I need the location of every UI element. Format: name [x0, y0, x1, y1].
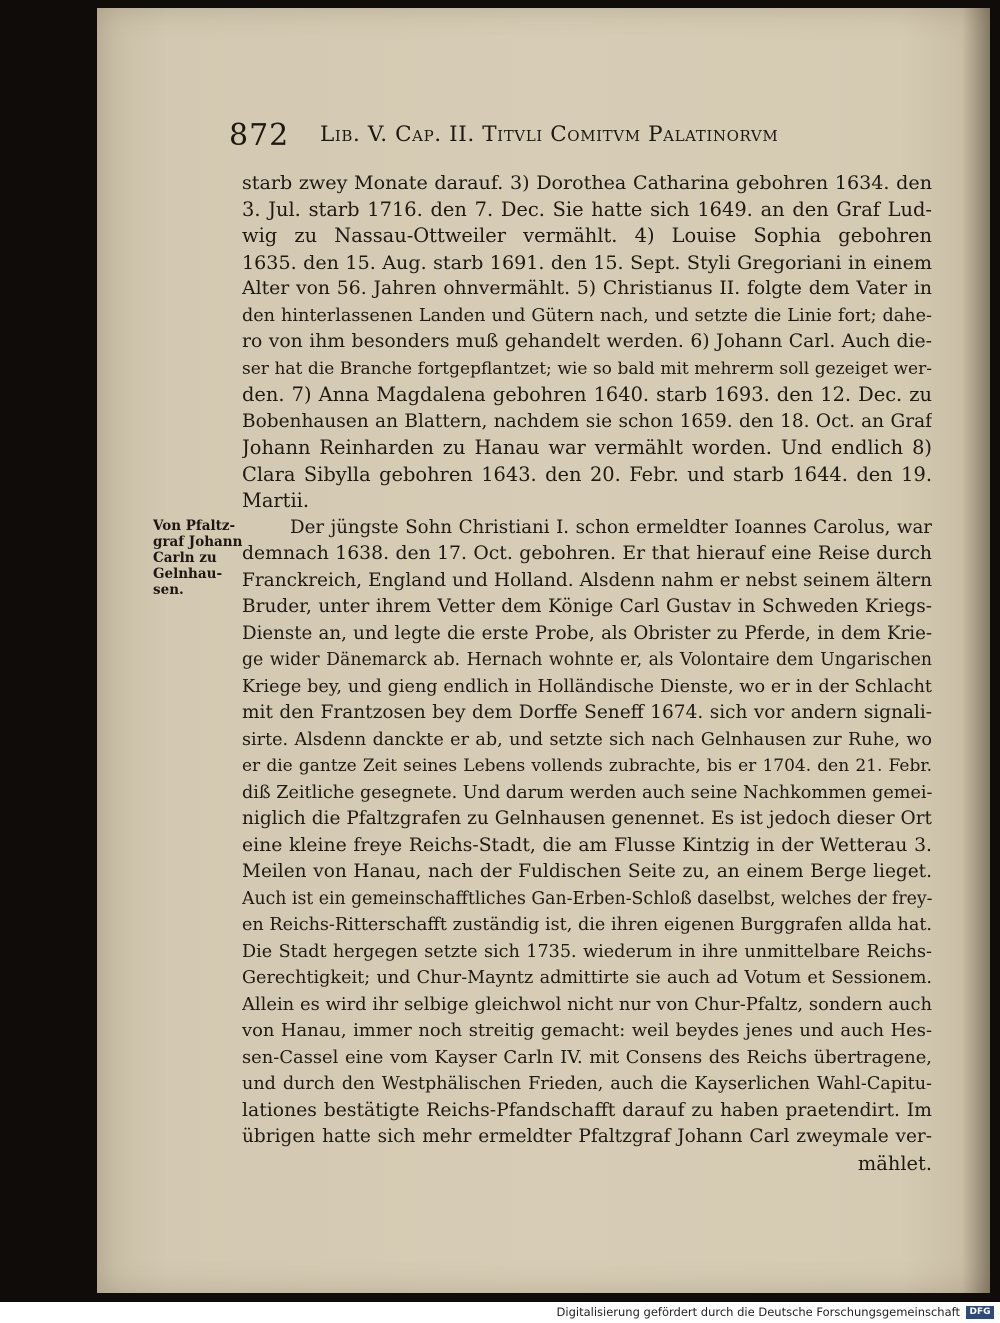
text-line: Dienste an, und legte die erste Probe, als Obrister zu Pferde, in dem Krie- — [242, 622, 932, 644]
margin-note-line: sen. — [153, 582, 184, 598]
text-line: von Hanau, immer noch streitig gemacht: weil beydes jenes und auch Hes- — [242, 1020, 932, 1041]
running-head-title: Lib. V. Cap. II. Titvli Comitvm Palatinorvm — [320, 122, 779, 147]
text-line: Allein es wird ihr selbige gleichwol nicht nur von Chur-Pfaltz, sondern auch — [242, 993, 932, 1015]
text-line: mählet. — [857, 1151, 932, 1175]
text-line: Gerechtigkeit; und Chur-Mayntz admittirte sie auch ad Votum et Sessionem. — [242, 968, 932, 988]
margin-note-line: Carln zu — [153, 550, 217, 566]
text-line: er die gantze Zeit seines Lebens vollends zubrachte, bis er 1704. den 21. Febr. — [242, 756, 932, 776]
text-line: Martii. — [242, 489, 310, 512]
text-line: ro von ihm besonders muß gehandelt werden. 6) Johann Carl. Auch die- — [242, 331, 932, 352]
text-line: Meilen von Hanau, nach der Fuldischen Seite zu, an einem Berge lieget. — [242, 861, 932, 882]
running-head — [229, 118, 929, 158]
text-line: niglich die Pfaltzgrafen zu Gelnhausen genennet. Es ist jedoch dieser Ort — [242, 808, 932, 829]
text-line: Bruder, unter ihrem Vetter dem Könige Carl Gustav in Schweden Kriegs- — [242, 596, 932, 617]
dfg-logo-icon: DFG — [966, 1306, 994, 1319]
text-line: ge wider Dänemarck ab. Hernach wohnte er, als Volontaire dem Ungarischen — [242, 650, 932, 670]
text-line: sirte. Alsdenn danckte er ab, und setzte sich nach Gelnhausen zur Ruhe, wo — [242, 729, 932, 750]
text-line: lationes bestätigte Reichs-Pfandschafft darauf zu haben praetendirt. Im — [242, 1099, 932, 1121]
text-line: und durch den Westphälischen Frieden, auch die Kayserlichen Wahl-Capitu- — [242, 1074, 932, 1094]
text-line: den hinterlassenen Landen und Gütern nach, und setzte die Linie fort; dahe- — [242, 305, 932, 326]
body-text — [242, 170, 932, 1177]
text-line: Auch ist ein gemeinschafftliches Gan-Erben-Schloß daselbst, welches der frey- — [242, 888, 932, 909]
page-number: 872 — [229, 118, 290, 153]
text-line: Die Stadt hergegen setzte sich 1735. wiederum in ihre unmittelbare Reichs- — [242, 941, 932, 962]
text-line: demnach 1638. den 17. Oct. gebohren. Er that hierauf eine Reise durch — [242, 543, 932, 564]
text-line: eine kleine freye Reichs-Stadt, die am Flusse Kintzig in der Wetterau 3. — [242, 834, 932, 856]
text-line: mit den Frantzosen bey dem Dorffe Seneff 1674. sich vor andern signali- — [242, 702, 932, 723]
text-line: Alter von 56. Jahren ohnvermählt. 5) Christianus II. folgte dem Vater in — [242, 278, 932, 299]
text-line: wig zu Nassau-Ottweiler vermählt. 4) Louise Sophia gebohren — [242, 224, 932, 247]
text-line: ser hat die Branche fortgepflantzet; wie so bald mit mehrerm soll gezeiget wer- — [242, 358, 932, 379]
page-gutter-shadow — [962, 8, 990, 1293]
text-line: en Reichs-Ritterschafft zuständig ist, die ihren eigenen Burggrafen allda hat. — [242, 915, 932, 935]
margin-note-line: Gelnhau- — [153, 566, 223, 582]
text-line: Franckreich, England und Holland. Alsdenn nahm er nebst seinem ältern — [242, 569, 932, 591]
text-line: übrigen hatte sich mehr ermeldter Pfaltzgraf Johann Carl zweymale ver- — [242, 1126, 932, 1147]
text-line: sen-Cassel eine vom Kayser Carln IV. mit Consens des Reichs übertragene, — [242, 1046, 932, 1068]
text-line: Kriege bey, und gieng endlich in Holländische Dienste, wo er in der Schlacht — [242, 676, 932, 697]
text-line: starb zwey Monate darauf. 3) Dorothea Catharina gebohren 1634. den — [242, 171, 932, 194]
text-line: den. 7) Anna Magdalena gebohren 1640. starb 1693. den 12. Dec. zu — [242, 383, 932, 406]
margin-note-line: graf Johann — [153, 534, 243, 550]
text-line: Clara Sibylla gebohren 1643. den 20. Febr. und starb 1644. den 19. — [242, 462, 932, 486]
funding-credit: Digitalisierung gefördert durch die Deutsche Forschungsgemeinschaft — [556, 1305, 960, 1319]
margin-note-line: Von Pfaltz- — [153, 518, 236, 534]
paragraph-start-line: Der jüngste Sohn Christiani I. schon ermeldter Ioannes Carolus, war — [290, 516, 932, 538]
text-line: 1635. den 15. Aug. starb 1691. den 15. Sept. Styli Gregoriani in einem — [242, 250, 932, 274]
text-line: Johann Reinharden zu Hanau war vermählt worden. Und endlich 8) — [242, 436, 932, 459]
digitization-footer — [0, 1302, 1000, 1323]
margin-note — [153, 518, 241, 598]
text-line: diß Zeitliche gesegnete. Und darum werden auch seine Nachkommen gemei- — [242, 782, 932, 803]
text-line: Bobenhausen an Blattern, nachdem sie schon 1659. den 18. Oct. an Graf — [242, 410, 932, 432]
text-line: 3. Jul. starb 1716. den 7. Dec. Sie hatte sich 1649. an den Graf Lud- — [242, 197, 932, 221]
